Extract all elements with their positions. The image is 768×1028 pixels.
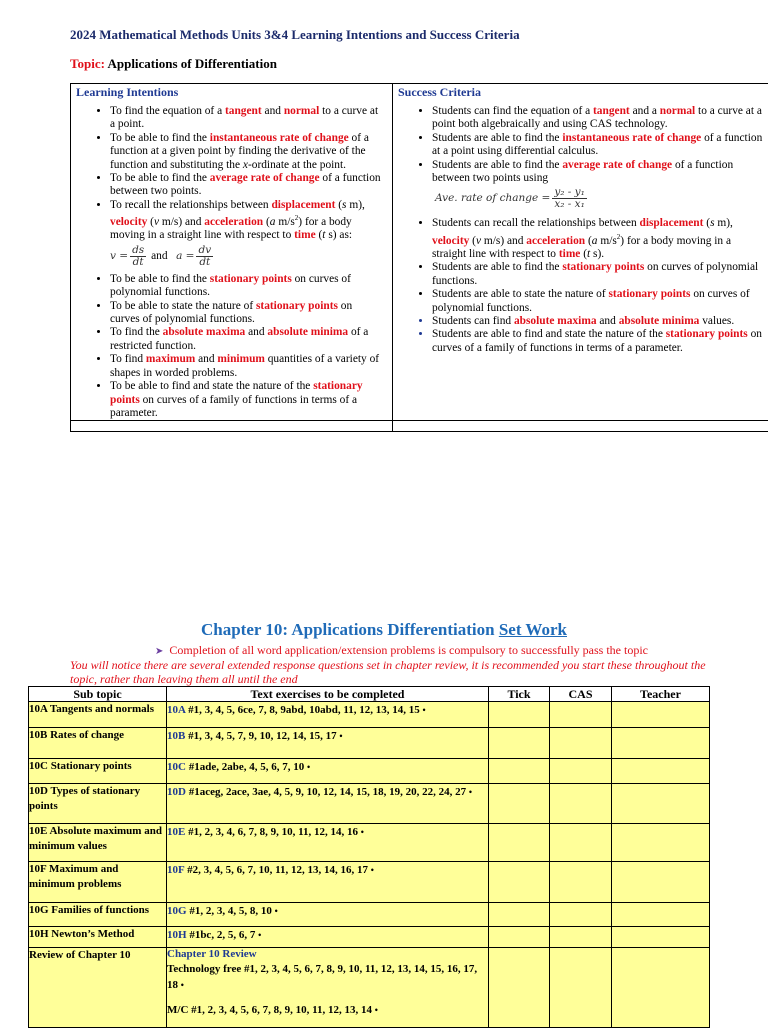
teacher-cell[interactable] [612, 948, 710, 1028]
cas-cell[interactable] [550, 927, 612, 948]
sc-item: • Students are able to find the stationary points on curves of polynomial functions. [432, 261, 764, 288]
li-item: • To find maximum and minimum quantities of a variety of shapes in worded problems. [110, 353, 384, 380]
teacher-cell[interactable] [612, 728, 710, 759]
li-item: • To be able to find the average rate of change of a function between two points. [110, 172, 384, 199]
li-item: • To find the equation of a tangent and normal to a curve at a point. [110, 105, 384, 132]
table-row: 10D Types of stationary points 10D #1aceg, 2ace, 3ae, 4, 5, 9, 10, 12, 14, 15, 18, 19, 20, 22, 24, 27 • [29, 784, 710, 824]
tick-cell[interactable] [489, 927, 550, 948]
sc-item: • Students are able to find and state the nature of the stationary points on curves of a family of functions in terms of a parameter. [432, 328, 764, 355]
chapter-title: Chapter 10: Applications Differentiation Set Work [0, 620, 768, 640]
header-exercises: Text exercises to be completed [167, 687, 489, 702]
tick-cell[interactable] [489, 702, 550, 728]
cas-cell[interactable] [550, 824, 612, 862]
sc-item: • Students are able to state the nature of stationary points on curves of polynomial functions. [432, 288, 764, 315]
header-sub-topic: Sub topic [29, 687, 167, 702]
topic-line [70, 56, 277, 72]
table-row: 10A Tangents and normals 10A #1, 3, 4, 5, 6ce, 7, 8, 9abd, 10abd, 11, 12, 13, 14, 15 • [29, 702, 710, 728]
cas-cell[interactable] [550, 702, 612, 728]
table-row: 10C Stationary points 10C #1ade, 2abe, 4, 5, 6, 7, 10 • [29, 759, 710, 784]
li-item: • To be able to find the instantaneous rate of change of a function at a given point by finding the derivative of the function and substituting the x-ordinate at the point. [110, 132, 384, 172]
table-row: 10G Families of functions 10G #1, 2, 3, 4, 5, 8, 10 • [29, 903, 710, 927]
set-work-table [28, 686, 710, 1028]
tick-cell[interactable] [489, 862, 550, 903]
cas-cell[interactable] [550, 728, 612, 759]
sc-item: • Students are able to find the instantaneous rate of change of a function at a point using differential calculus. [432, 132, 764, 159]
learning-intentions-heading: Learning Intentions [71, 84, 392, 99]
sc-item: • Students are able to find the average rate of change of a function between two points using Ave. rate of change = $\frac{\text{y₂ - y₁}}{\text{x₂ - x₁}}$ [432, 159, 764, 214]
table-row: 10B Rates of change 10B #1, 3, 4, 5, 7, 9, 10, 12, 14, 15, 17 • [29, 728, 710, 759]
tick-cell[interactable] [489, 759, 550, 784]
review-note: You will notice there are several extended response questions set in chapter review, it is recommended you start these throughout the topic, rather than leaving them all until the end [70, 658, 710, 686]
learning-table [70, 83, 768, 432]
teacher-cell[interactable] [612, 927, 710, 948]
table-row: 10E Absolute maximum and minimum values 10E #1, 2, 3, 4, 6, 7, 8, 9, 10, 11, 12, 14, 16 • [29, 824, 710, 862]
cas-cell[interactable] [550, 784, 612, 824]
document-title: 2024 Mathematical Methods Units 3&4 Learning Intentions and Success Criteria [70, 27, 520, 43]
table-row: 10H Newton’s Method 10H #1bc, 2, 5, 6, 7 • [29, 927, 710, 948]
cas-cell[interactable] [550, 948, 612, 1028]
cas-cell[interactable] [550, 862, 612, 903]
teacher-cell[interactable] [612, 759, 710, 784]
tick-cell[interactable] [489, 824, 550, 862]
tick-cell[interactable] [489, 903, 550, 927]
teacher-cell[interactable] [612, 824, 710, 862]
cas-cell[interactable] [550, 759, 612, 784]
set-work-link[interactable]: Set Work [499, 620, 567, 639]
li-item: • To be able to find and state the nature of the stationary points on curves of a family of functions in terms of a parameter. [110, 380, 384, 420]
compulsory-note: ➤ Completion of all word application/extension problems is compulsory to successfully pass the topic [155, 643, 648, 658]
success-criteria-list [393, 105, 764, 355]
teacher-cell[interactable] [612, 784, 710, 824]
li-item: • To recall the relationships between displacement (s m), velocity (v m/s) and acceleration (a $m/s^2$) for a body moving in a straight line with respect to time (t s) as: v = $\frac{ds}{dt}$ and a = $\frac{dv}{dt}$ [110, 199, 384, 271]
teacher-cell[interactable] [612, 903, 710, 927]
tick-cell[interactable] [489, 728, 550, 759]
li-item: • To be able to find the stationary points on curves of polynomial functions. [110, 273, 384, 300]
kinematics-formula: v = $\frac{ds}{dt}$ and a = $\frac{dv}{dt}$ [110, 245, 384, 271]
pin-icon: ➤ [155, 646, 163, 657]
teacher-cell[interactable] [612, 702, 710, 728]
header-teacher: Teacher [612, 687, 710, 702]
sc-item: • Students can recall the relationships between displacement (s m), velocity (v m/s) and acceleration (a $m/s^2$) for a body moving in a straight line with respect to time (t s). [432, 217, 764, 261]
sc-item: • Students can find absolute maxima and absolute minima values. [432, 315, 764, 328]
header-tick: Tick [489, 687, 550, 702]
tick-cell[interactable] [489, 784, 550, 824]
li-item: • To be able to state the nature of stationary points on curves of polynomial functions. [110, 300, 384, 327]
sc-item: • Students can find the equation of a tangent and a normal to a curve at a point both algebraically and using CAS technology. [432, 105, 764, 132]
average-rate-formula: Ave. rate of change = $\frac{\text{y₂ - y₁}}{\text{x₂ - x₁}}$ [435, 187, 764, 213]
li-item: • To find the absolute maxima and absolute minima of a restricted function. [110, 326, 384, 353]
teacher-cell[interactable] [612, 862, 710, 903]
table-row: Review of Chapter 10 Chapter 10 Review Technology free #1, 2, 3, 4, 5, 6, 7, 8, 9, 10, 11, 12, 13, 14, 15, 16, 17, 18 • M/C #1, 2, 3, 4, 5, 6, 7, 8, 9, 10, 11, 12, 13, 14 • [29, 948, 710, 1028]
cas-cell[interactable] [550, 903, 612, 927]
topic-value: Applications of Differentiation [107, 56, 276, 71]
header-cas: CAS [550, 687, 612, 702]
tick-cell[interactable] [489, 948, 550, 1028]
learning-intentions-list [71, 105, 384, 420]
learning-intentions-cell [71, 84, 393, 421]
table-row: 10F Maximum and minimum problems 10F #2, 3, 4, 5, 6, 7, 10, 11, 12, 13, 14, 16, 17 • [29, 862, 710, 903]
table-header-row [29, 687, 710, 702]
topic-label: Topic: [70, 56, 105, 71]
success-criteria-heading: Success Criteria [393, 84, 768, 99]
success-criteria-cell [393, 84, 768, 421]
